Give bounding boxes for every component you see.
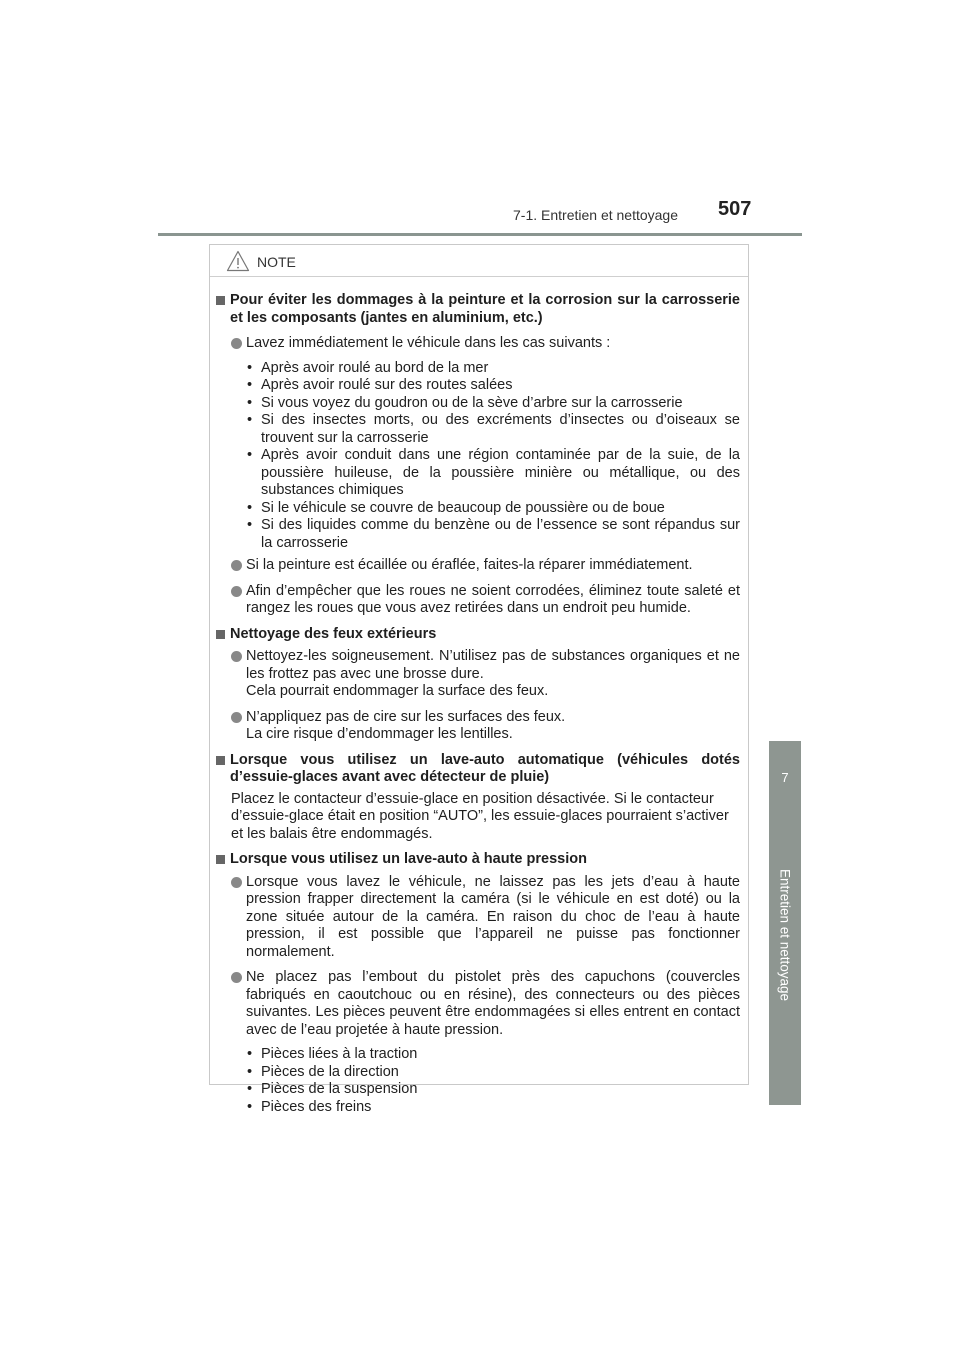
section-title: 7-1. Entretien et nettoyage — [513, 207, 678, 223]
section-heading — [215, 752, 740, 787]
bullet-text: Si le véhicule se couvre de beaucoup de poussière ou de boue — [261, 499, 665, 516]
bullet-item: • Après avoir conduit dans une région contaminée par de la suie, de la poussière huileuse, de la poussière minière ou métallique, ou des substances chimiques — [247, 447, 740, 498]
circle-bullet-icon — [231, 877, 242, 888]
circle-bullet-icon — [231, 651, 242, 662]
bullet-text: Pièces des freins — [261, 1098, 372, 1115]
heading-text: Pour éviter les dommages à la peinture et la corrosion sur la carrosserie et les composants (jantes en aluminium, etc.) — [230, 292, 740, 326]
bullet-text: Pièces liées à la traction — [261, 1046, 418, 1062]
warning-triangle-icon — [226, 250, 250, 272]
page-number: 507 — [718, 198, 752, 220]
bullet-text: Après avoir roulé au bord de la mer — [261, 359, 489, 376]
item-text: Lorsque vous lavez le véhicule, ne laissez pas les jets d’eau à haute pression frapper directement la caméra (si le véhicule en est doté) ou la zone située autour de la caméra. En raison du choc de l’eau à haute pression, il est possible que l’appareil ne puisse pas fonctionner normalement. — [246, 873, 740, 960]
bullet-item: • Pièces liées à la traction — [247, 1046, 740, 1064]
item-text: Si la peinture est écaillée ou éraflée, faites-la réparer immédiatement. — [246, 557, 693, 573]
heading-text: Lorsque vous utilisez un lave-auto à haute pression — [230, 851, 587, 867]
paragraph: Placez le contacteur d’essuie-glace en position désactivée. Si le contacteur d’essuie-glace était en position “AUTO”, les essuie-glaces pourraient s’activer et les balais être endommagés. — [231, 790, 729, 842]
bullet-text: Après avoir conduit dans une région contaminée par de la suie, de la poussière huileuse, de la poussière minière ou métallique, ou des substances chimiques — [261, 447, 740, 498]
bullet-text: Pièces de la direction — [261, 1063, 399, 1080]
bullet-item: • Si des insectes morts, ou des excréments d’insectes ou d’oiseaux se trouvent sur la carrosserie — [247, 412, 740, 446]
bullet-text: Pièces de la suspension — [261, 1081, 418, 1097]
note-box — [209, 244, 749, 1115]
chapter-number: 7 — [781, 770, 789, 785]
square-bullet-icon — [216, 756, 225, 765]
list-item — [215, 335, 740, 353]
bullet-text: Si vous voyez du goudron ou de la sève d’arbre sur la carrosserie — [261, 394, 683, 411]
bullet-list — [215, 360, 740, 553]
item-text: Lavez immédiatement le véhicule dans les cas suivants : — [246, 335, 611, 351]
header-divider — [158, 233, 802, 236]
item-text — [246, 648, 740, 701]
chapter-label: Entretien et nettoyage — [777, 868, 793, 1002]
bullet-item: • Si le véhicule se couvre de beaucoup de poussière ou de boue — [247, 500, 740, 518]
circle-bullet-icon — [231, 712, 242, 723]
item-text — [246, 709, 740, 744]
bullet-item: • Pièces des freins — [247, 1099, 740, 1117]
heading-text: Nettoyage des feux extérieurs — [230, 625, 437, 642]
circle-bullet-icon — [231, 586, 242, 597]
bullet-text: Si des insectes morts, ou des excréments d’insectes ou d’oiseaux se trouvent sur la carrosserie — [261, 412, 740, 446]
list-item — [215, 648, 740, 701]
item-line: N’appliquez pas de cire sur les surfaces des feux. — [246, 708, 566, 725]
circle-bullet-icon — [231, 560, 242, 571]
list-item — [215, 969, 740, 1039]
list-item — [215, 709, 740, 744]
bullet-text: Si des liquides comme du benzène ou de l’essence se sont répandus sur la carrosserie — [261, 517, 740, 551]
square-bullet-icon — [216, 630, 225, 639]
square-bullet-icon — [216, 855, 225, 864]
bullet-list — [215, 1046, 740, 1116]
list-item — [215, 583, 740, 618]
circle-bullet-icon — [231, 338, 242, 349]
item-text: Ne placez pas l’embout du pistolet près des capuchons (couvercles fabriqués en caoutchouc ou en résine), des connecteurs ou des pièces suivantes. Les pièces peuvent être endommagées si elles entrent en contact avec de l’eau projetée à haute pression. — [246, 969, 740, 1038]
section-heading — [215, 626, 740, 644]
item-line: Cela pourrait endommager la surface des feux. — [246, 683, 549, 699]
bullet-item: • Pièces de la suspension — [247, 1081, 740, 1099]
section-heading — [215, 851, 740, 869]
item-line: La cire risque d’endommager les lentilles. — [246, 726, 513, 742]
circle-bullet-icon — [231, 972, 242, 983]
section-heading — [215, 292, 740, 327]
chapter-tab — [769, 741, 801, 1105]
list-item — [215, 557, 740, 575]
item-line: Nettoyez-les soigneusement. N’utilisez pas de substances organiques et ne les frottez pas avec une brosse dure. — [246, 648, 740, 682]
note-body — [210, 277, 748, 1116]
square-bullet-icon — [216, 296, 225, 305]
item-text: Afin d’empêcher que les roues ne soient corrodées, éliminez toute saleté et rangez les roues que vous avez retirées dans un endroit peu humide. — [246, 582, 740, 616]
bullet-item: • Si des liquides comme du benzène ou de l’essence se sont répandus sur la carrosserie — [247, 517, 740, 551]
bullet-text: Après avoir roulé sur des routes salées — [261, 377, 513, 393]
heading-text: Lorsque vous utilisez un lave-auto automatique (véhicules dotés d’essuie-glaces avant avec détecteur de pluie) — [230, 751, 740, 785]
list-item — [215, 874, 740, 962]
bullet-item: • Si vous voyez du goudron ou de la sève d’arbre sur la carrosserie — [247, 395, 740, 413]
bullet-item: • Après avoir roulé sur des routes salées — [247, 377, 740, 395]
note-header — [210, 245, 748, 277]
bullet-item: • Après avoir roulé au bord de la mer — [247, 360, 740, 378]
note-title: NOTE — [257, 254, 296, 270]
bullet-item: • Pièces de la direction — [247, 1064, 740, 1082]
